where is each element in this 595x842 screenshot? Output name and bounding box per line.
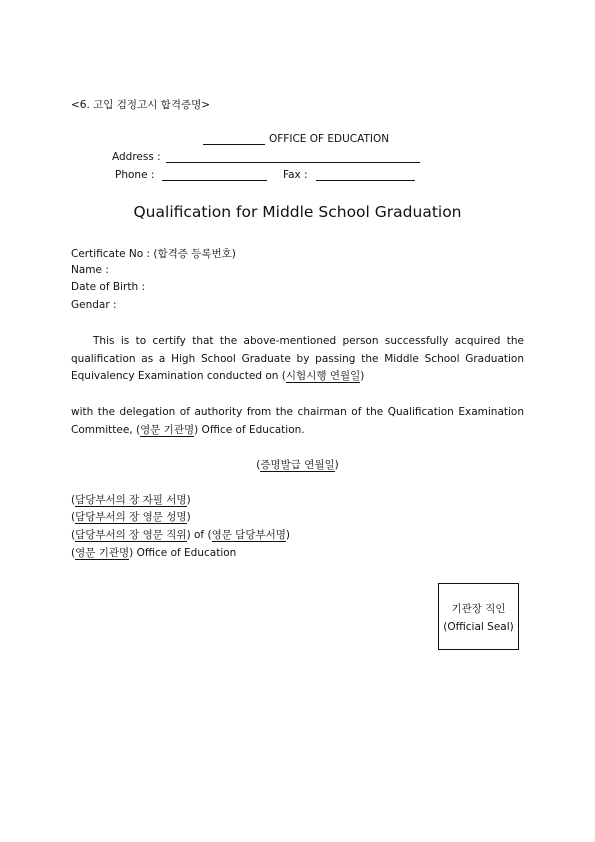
- delegation-text-after: ) Office of Education.: [194, 423, 305, 436]
- office-name-blank-line: [203, 144, 265, 145]
- of-connector: ) of (: [186, 529, 212, 541]
- name-field: Name :: [71, 264, 109, 276]
- address-label: Address :: [112, 151, 161, 163]
- delegation-paragraph: [71, 404, 524, 439]
- official-seal-box: [438, 583, 519, 650]
- phone-label: Phone :: [115, 169, 155, 181]
- delegation-text-before: with the delegation of authority from the chairman of the Qualification Examination Committee, (: [71, 406, 524, 436]
- fax-blank-line: [316, 180, 415, 181]
- org-name-placeholder: 영문 기관명: [140, 423, 195, 436]
- head-english-name-placeholder: 담당부서의 장 영문 성명: [75, 511, 187, 523]
- office-of-education-label: OFFICE OF EDUCATION: [269, 133, 390, 145]
- signature-line-3: (담당부서의 장 영문 직위) of (영문 담당부서명): [71, 529, 291, 541]
- fax-label: Fax :: [283, 169, 308, 181]
- certificate-no-field: Certificate No : (합격증 등록번호): [71, 248, 236, 260]
- head-handwritten-signature-placeholder: 담당부서의 장 자필 서명: [75, 494, 187, 506]
- document-title: Qualification for Middle School Graduation: [133, 203, 462, 221]
- gender-field: Gendar :: [71, 299, 117, 311]
- org-english-name-placeholder: 영문 기관명: [75, 547, 130, 559]
- department-english-name-placeholder: 영문 담당부서명: [211, 529, 286, 541]
- signature-line-1: (담당부서의 장 자필 서명): [71, 494, 191, 506]
- issue-date-placeholder: 증명발급 연월일: [260, 459, 335, 471]
- head-english-title-placeholder: 담당부서의 장 영문 직위: [75, 529, 187, 541]
- exam-date-placeholder: 시험시행 연월일: [285, 370, 361, 382]
- phone-blank-line: [162, 180, 267, 181]
- date-of-birth-field: Date of Birth :: [71, 281, 145, 293]
- signature-line-4: (영문 기관명) Office of Education: [71, 547, 237, 559]
- certification-text: This is to certify that the above-mentioned person successfully acquired the qualification as a High School Graduate by passing the Middle School Graduation Equivalency Examination conducted on: [71, 335, 524, 382]
- form-caption: <6. 고입 검정고시 합격증명>: [71, 99, 211, 111]
- address-blank-line: [166, 162, 420, 163]
- seal-label-korean: 기관장 직인: [451, 603, 506, 615]
- office-of-education-suffix: ) Office of Education: [129, 547, 237, 559]
- signature-line-2: (담당부서의 장 영문 성명): [71, 511, 191, 523]
- seal-label-english: (Official Seal): [443, 621, 514, 633]
- certification-paragraph: This is to certify that the above-mentioned person successfully acquired the qualification as a High School Graduate by passing the Middle School Graduation Equivalency Examination conducted on (시험시행 연월일): [71, 335, 524, 382]
- issue-date-line: (증명발급 연월일): [256, 459, 339, 471]
